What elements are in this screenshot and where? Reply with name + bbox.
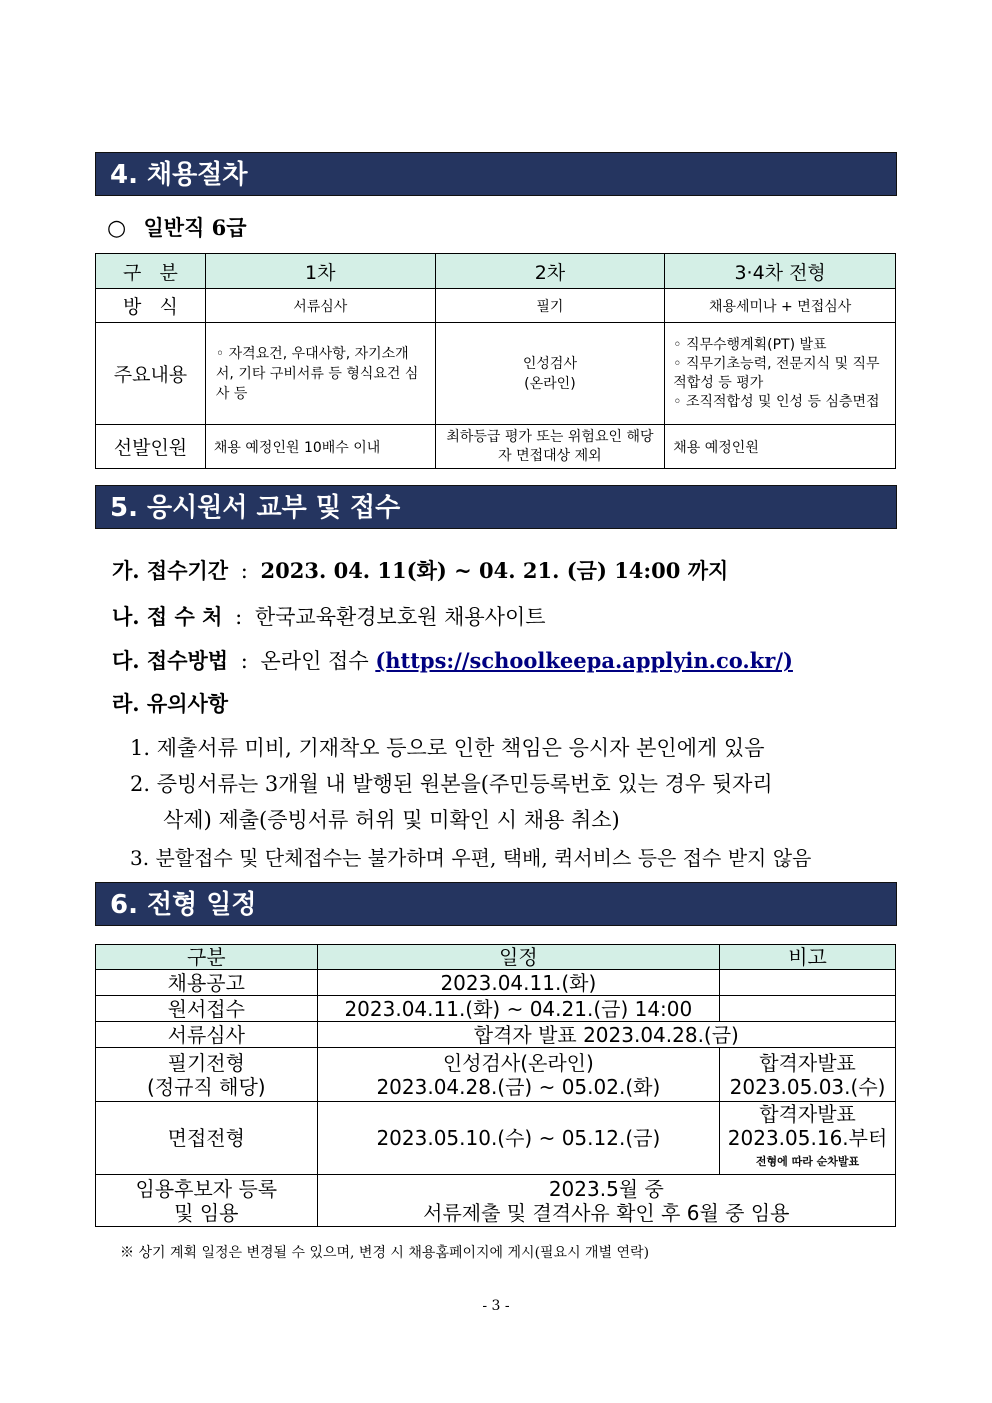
application-period bbox=[112, 555, 728, 585]
separator: : bbox=[240, 559, 248, 583]
sched-row1-schedule: 2023.04.11.(화) bbox=[317, 970, 719, 996]
method-stage1: 서류심사 bbox=[205, 289, 435, 323]
notes-heading-label: 라. 유의사항 bbox=[112, 691, 229, 716]
schedule-table bbox=[95, 944, 896, 1227]
method-stage34: 채용세미나 + 면접심사 bbox=[665, 289, 896, 323]
separator: : bbox=[235, 605, 243, 629]
sched-row2-label: 원서접수 bbox=[96, 996, 318, 1022]
section-4-header: 4. 채용절차 bbox=[95, 152, 897, 196]
note-item-2-cont: 삭제) 제출(증빙서류 허위 및 미확인 시 채용 취소) bbox=[163, 808, 620, 832]
sched-row6-label-line2: 및 임용 bbox=[174, 1200, 239, 1225]
circle-marker: ○ bbox=[107, 215, 127, 241]
page-number: - 3 - bbox=[482, 1298, 510, 1314]
note-item-2: 2. 증빙서류는 3개월 내 발행된 원본을(주민등록번호 있는 경우 뒷자리 bbox=[130, 772, 773, 796]
sched-row6-schedule-line2: 서류제출 및 결격사유 확인 후 6월 중 임용 bbox=[423, 1200, 790, 1225]
sched-row6-schedule bbox=[317, 1175, 895, 1227]
sched-header-category: 구분 bbox=[96, 945, 318, 970]
sched-header-note: 비고 bbox=[720, 945, 896, 970]
row-label-content: 주요내용 bbox=[96, 323, 206, 425]
row-label-method: 방 식 bbox=[96, 289, 206, 323]
sched-row5-note-line3: 전형에 따라 순차발표 bbox=[755, 1155, 860, 1168]
row-label-selection: 선발인원 bbox=[96, 425, 206, 469]
note-item-1: 1. 제출서류 미비, 기재착오 등으로 인한 책임은 응시자 본인에게 있음 bbox=[130, 736, 765, 760]
sched-row5-note bbox=[720, 1102, 896, 1175]
schedule-footnote: ※ 상기 계획 일정은 변경될 수 있으며, 변경 시 채용홈페이지에 게시(필요시 개별 연락) bbox=[120, 1245, 650, 1261]
sched-row4-label-line1: 필기전형 bbox=[167, 1050, 245, 1075]
section-5-header: 5. 응시원서 교부 및 접수 bbox=[95, 485, 897, 529]
content-stage2-line2: (온라인) bbox=[524, 375, 576, 392]
sched-row5-schedule: 2023.05.10.(수) ~ 05.12.(금) bbox=[317, 1102, 719, 1175]
application-place-label: 나. 접 수 처 bbox=[112, 604, 223, 629]
sched-row6-label bbox=[96, 1175, 318, 1227]
sched-row4-note bbox=[720, 1048, 896, 1102]
sched-row4-note-line1: 합격자발표 bbox=[759, 1050, 856, 1075]
application-method-value: 온라인 접수 bbox=[260, 649, 369, 673]
application-method-label: 다. 접수방법 bbox=[112, 648, 229, 673]
content-stage2 bbox=[435, 323, 665, 425]
subtitle-text: 일반직 6급 bbox=[143, 215, 247, 240]
col-header-stage1: 1차 bbox=[205, 254, 435, 289]
sched-row5-note-line1: 합격자발표 bbox=[759, 1102, 856, 1126]
sched-row3-schedule: 합격자 발표 2023.04.28.(금) bbox=[317, 1022, 895, 1048]
selection-stage1: 채용 예정인원 10배수 이내 bbox=[205, 425, 435, 469]
sched-row1-note bbox=[720, 970, 896, 996]
content-stage34-item3: ◦ 조직적합성 및 인성 등 심층면접 bbox=[673, 393, 880, 410]
procedure-table bbox=[95, 253, 896, 469]
col-header-category: 구 분 bbox=[96, 254, 206, 289]
content-stage34-item1: ◦ 직무수행계획(PT) 발표 bbox=[673, 336, 827, 353]
sched-row5-label: 면접전형 bbox=[96, 1102, 318, 1175]
application-method bbox=[112, 645, 793, 675]
separator: : bbox=[240, 649, 248, 673]
application-place-value: 한국교육환경보호원 채용사이트 bbox=[254, 605, 546, 629]
content-stage2-line1: 인성검사 bbox=[522, 355, 577, 372]
application-period-value: 2023. 04. 11(화) ~ 04. 21. (금) 14:00 까지 bbox=[260, 558, 729, 583]
application-site-link[interactable]: (https://schoolkeepa.applyin.co.kr/) bbox=[375, 648, 793, 673]
sched-row3-label: 서류심사 bbox=[96, 1022, 318, 1048]
notes-heading bbox=[112, 688, 228, 718]
sched-row4-label bbox=[96, 1048, 318, 1102]
application-period-label: 가. 접수기간 bbox=[112, 558, 229, 583]
selection-stage2: 최하등급 평가 또는 위험요인 해당자 면접대상 제외 bbox=[435, 425, 665, 469]
sched-row4-label-line2: (정규직 해당) bbox=[147, 1074, 266, 1099]
section-6-header: 6. 전형 일정 bbox=[95, 882, 897, 926]
col-header-stage2: 2차 bbox=[435, 254, 665, 289]
sched-row4-schedule-line1: 인성검사(온라인) bbox=[442, 1050, 594, 1075]
sched-row4-schedule-line2: 2023.04.28.(금) ~ 05.02.(화) bbox=[376, 1074, 661, 1099]
sched-header-schedule: 일정 bbox=[317, 945, 719, 970]
subtitle-line bbox=[107, 212, 247, 242]
sched-row2-schedule: 2023.04.11.(화) ~ 04.21.(금) 14:00 bbox=[317, 996, 719, 1022]
sched-row1-label: 채용공고 bbox=[96, 970, 318, 996]
sched-row4-note-line2: 2023.05.03.(수) bbox=[729, 1074, 886, 1099]
application-place bbox=[112, 601, 546, 631]
sched-row6-schedule-line1: 2023.5월 중 bbox=[548, 1176, 664, 1201]
content-stage1: ◦ 자격요건, 우대사항, 자기소개서, 기타 구비서류 등 형식요건 심사 등 bbox=[205, 323, 435, 425]
col-header-stage34: 3·4차 전형 bbox=[665, 254, 896, 289]
content-stage34 bbox=[665, 323, 896, 425]
sched-row5-note-line2: 2023.05.16.부터 bbox=[727, 1126, 888, 1150]
sched-row6-label-line1: 임용후보자 등록 bbox=[135, 1176, 278, 1201]
content-stage34-item2: ◦ 직무기초능력, 전문지식 및 직무 적합성 등 평가 bbox=[673, 355, 880, 391]
selection-stage34: 채용 예정인원 bbox=[665, 425, 896, 469]
method-stage2: 필기 bbox=[435, 289, 665, 323]
note-item-3: 3. 분할접수 및 단체접수는 불가하며 우편, 택배, 퀵서비스 등은 접수 받지 않음 bbox=[130, 846, 812, 870]
sched-row4-schedule bbox=[317, 1048, 719, 1102]
sched-row2-note bbox=[720, 996, 896, 1022]
